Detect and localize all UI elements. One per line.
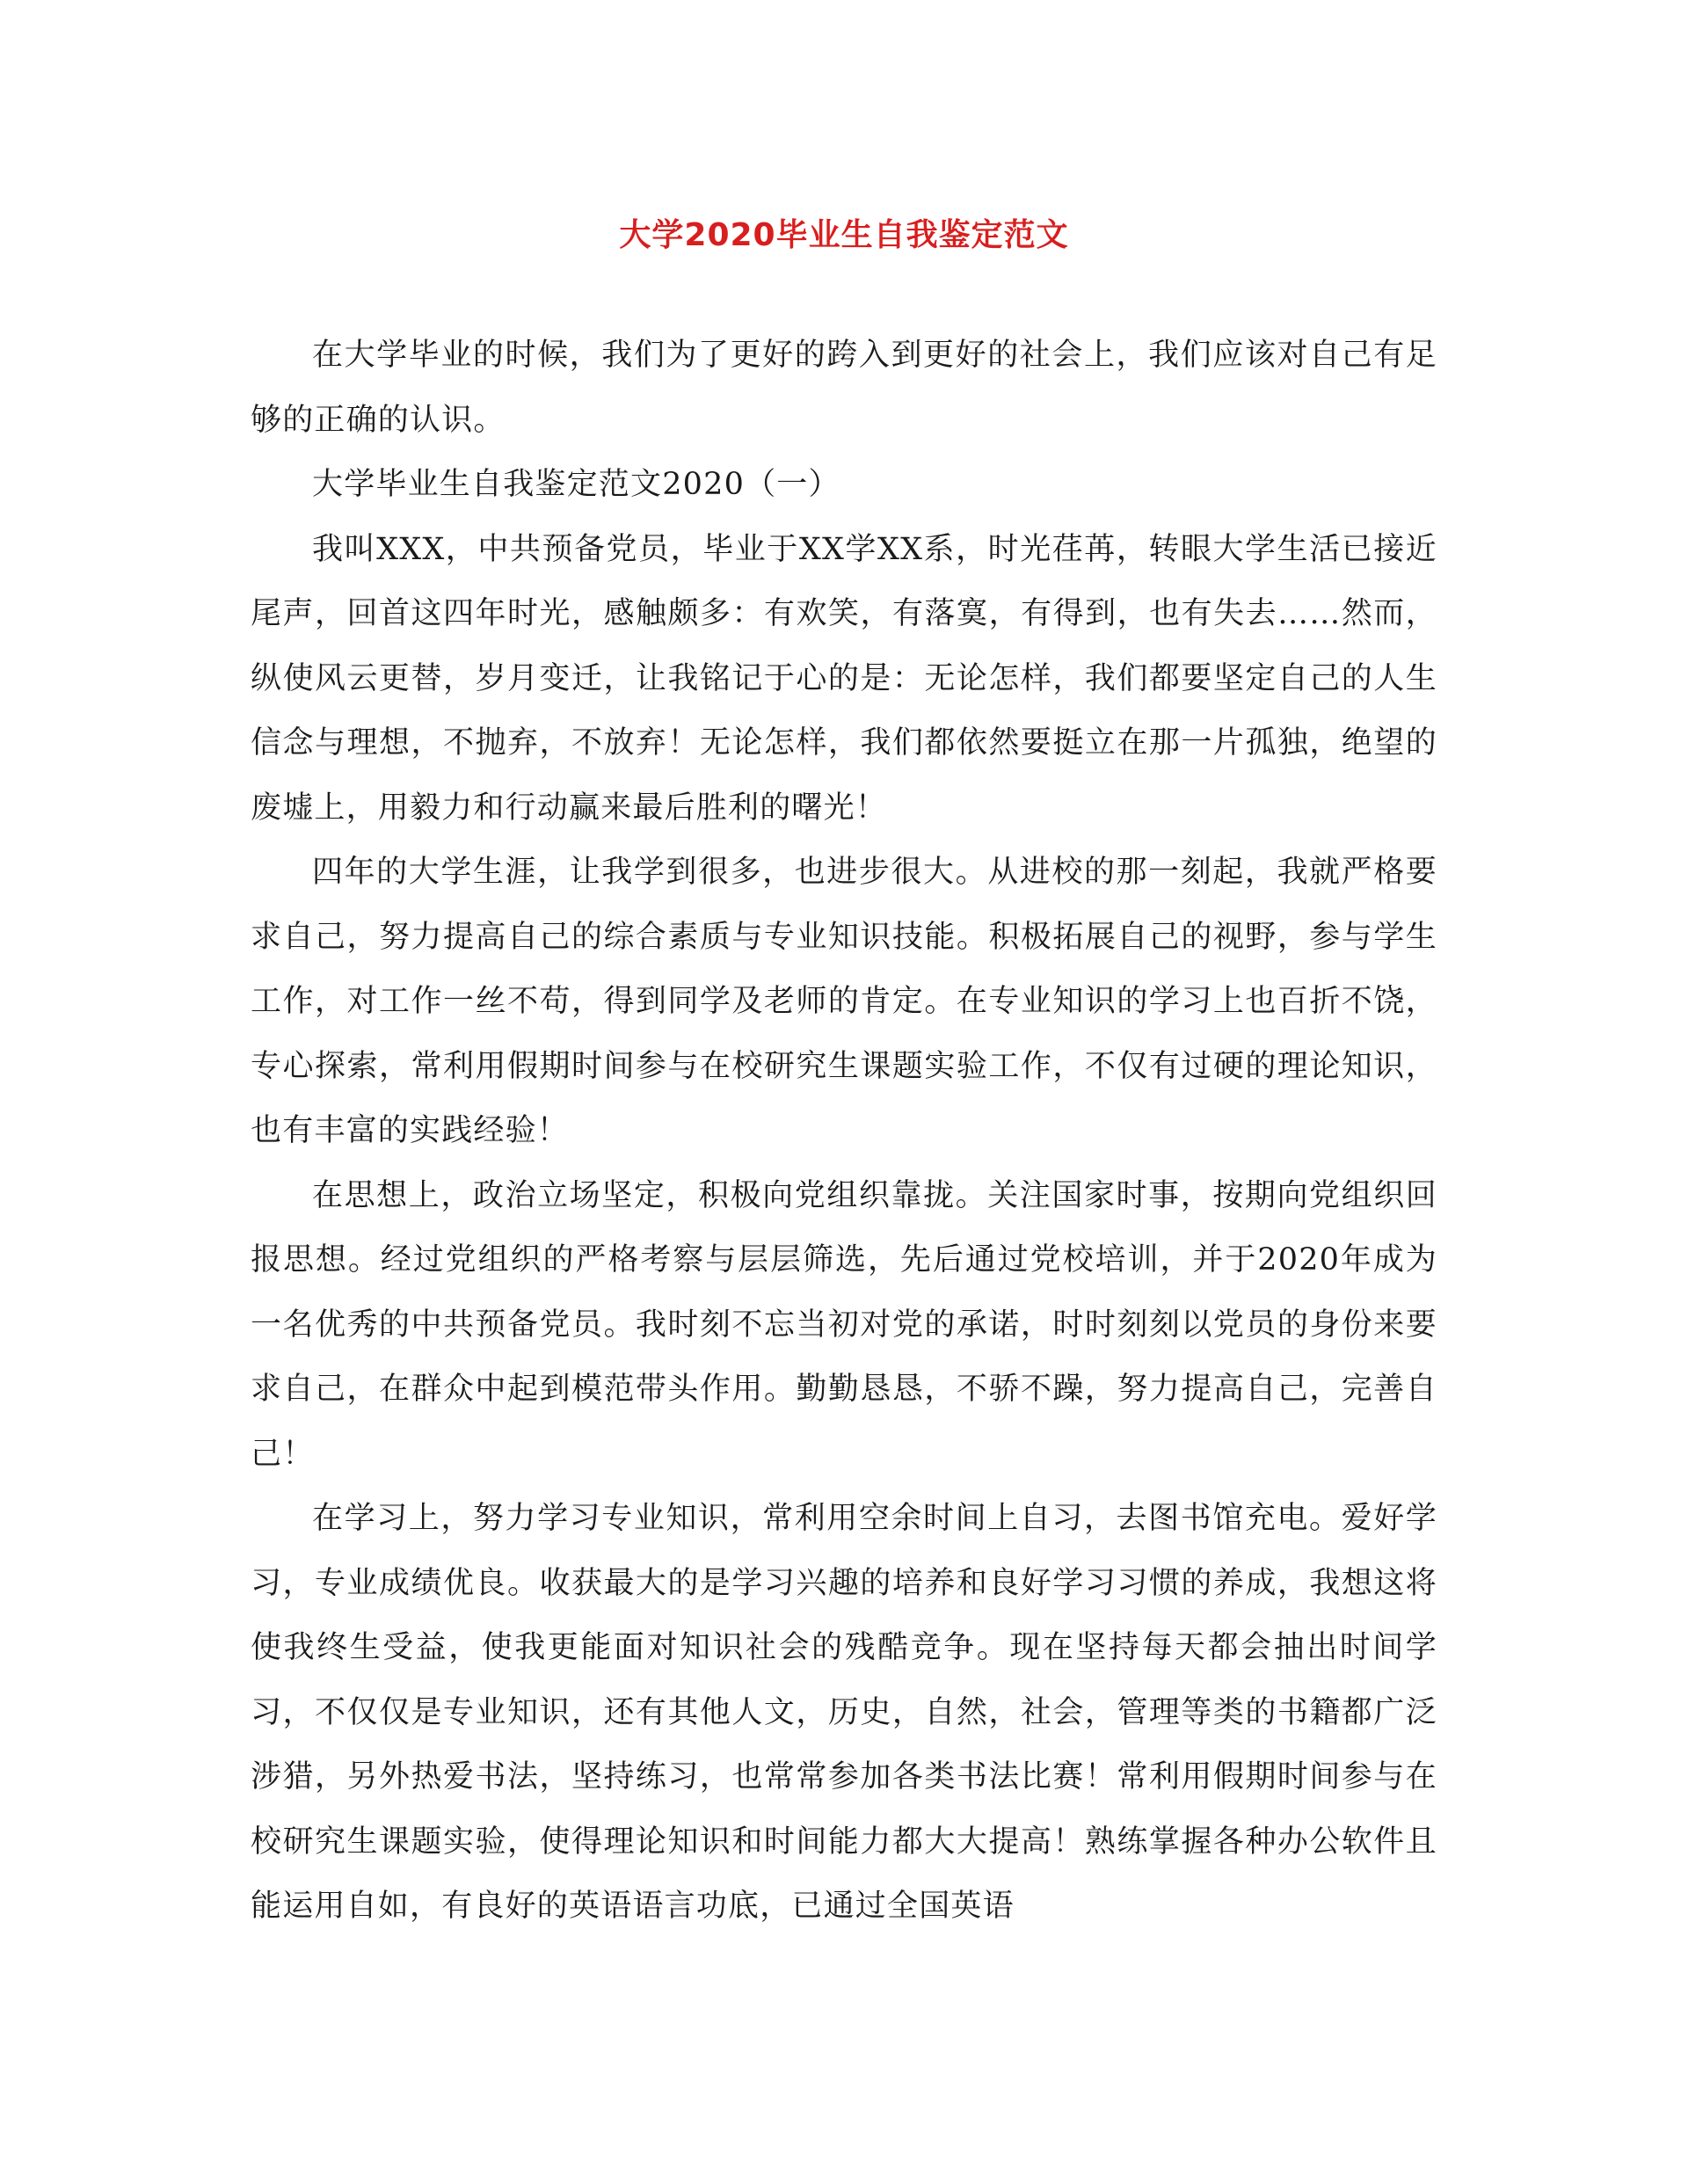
paragraph-intro: 在大学毕业的时候，我们为了更好的跨入到更好的社会上，我们应该对自己有足够的正确的认识。 <box>251 338 1437 438</box>
document-body <box>251 324 1437 1940</box>
paragraph-self-introduction: 我叫XXX，中共预备党员，毕业于XX学XX系，时光荏苒，转眼大学生活已接近尾声，回首这四年时光，感触颇多：有欢笑，有落寞，有得到，也有失去……然而，纵使风云更替，岁月变迁，让我铭记于心的是：无论怎样，我们都要坚定自己的人生信念与理想，不抛弃，不放弃！无论怎样，我们都依然要挺立在那一片孤独，绝望的废墟上，用毅力和行动赢来最后胜利的曙光！ <box>251 531 1437 826</box>
document-title: 大学2020毕业生自我鉴定范文 <box>619 217 1069 253</box>
paragraph-study: 在学习上，努力学习专业知识，常利用空余时间上自习，去图书馆充电。爱好学习，专业成绩优良。收获最大的是学习兴趣的培养和良好学习习惯的养成，我想这将使我终生受益，使我更能面对知识社会的残酷竞争。现在坚持每天都会抽出时间学习，不仅仅是专业知识，还有其他人文，历史，自然，社会，管理等类的书籍都广泛涉猎，另外热爱书法，坚持练习，也常常参加各类书法比赛！常利用假期时间参与在校研究生课题实验，使得理论知识和时间能力都大大提高！熟练掌握各种办公软件且能运用自如，有良好的英语语言功底，已通过全国英语 <box>251 1501 1437 1924</box>
paragraph-university-career: 四年的大学生涯，让我学到很多，也进步很大。从进校的那一刻起，我就严格要求自己，努力提高自己的综合素质与专业知识技能。积极拓展自己的视野，参与学生工作，对工作一丝不苟，得到同学及老师的肯定。在专业知识的学习上也百折不饶，专心探索，常利用假期时间参与在校研究生课题实验工作，不仅有过硬的理论知识，也有丰富的实践经验！ <box>251 855 1437 1148</box>
paragraph-ideology: 在思想上，政治立场坚定，积极向党组织靠拢。关注国家时事，按期向党组织回报思想。经过党组织的严格考察与层层筛选，先后通过党校培训，并于2020年成为一名优秀的中共预备党员。我时刻不忘当初对党的承诺，时时刻刻以党员的身份来要求自己，在群众中起到模范带头作用。勤勤恳恳，不骄不躁，努力提高自己，完善自己！ <box>251 1177 1437 1472</box>
paragraph-section-heading: 大学毕业生自我鉴定范文2020（一） <box>312 467 840 502</box>
